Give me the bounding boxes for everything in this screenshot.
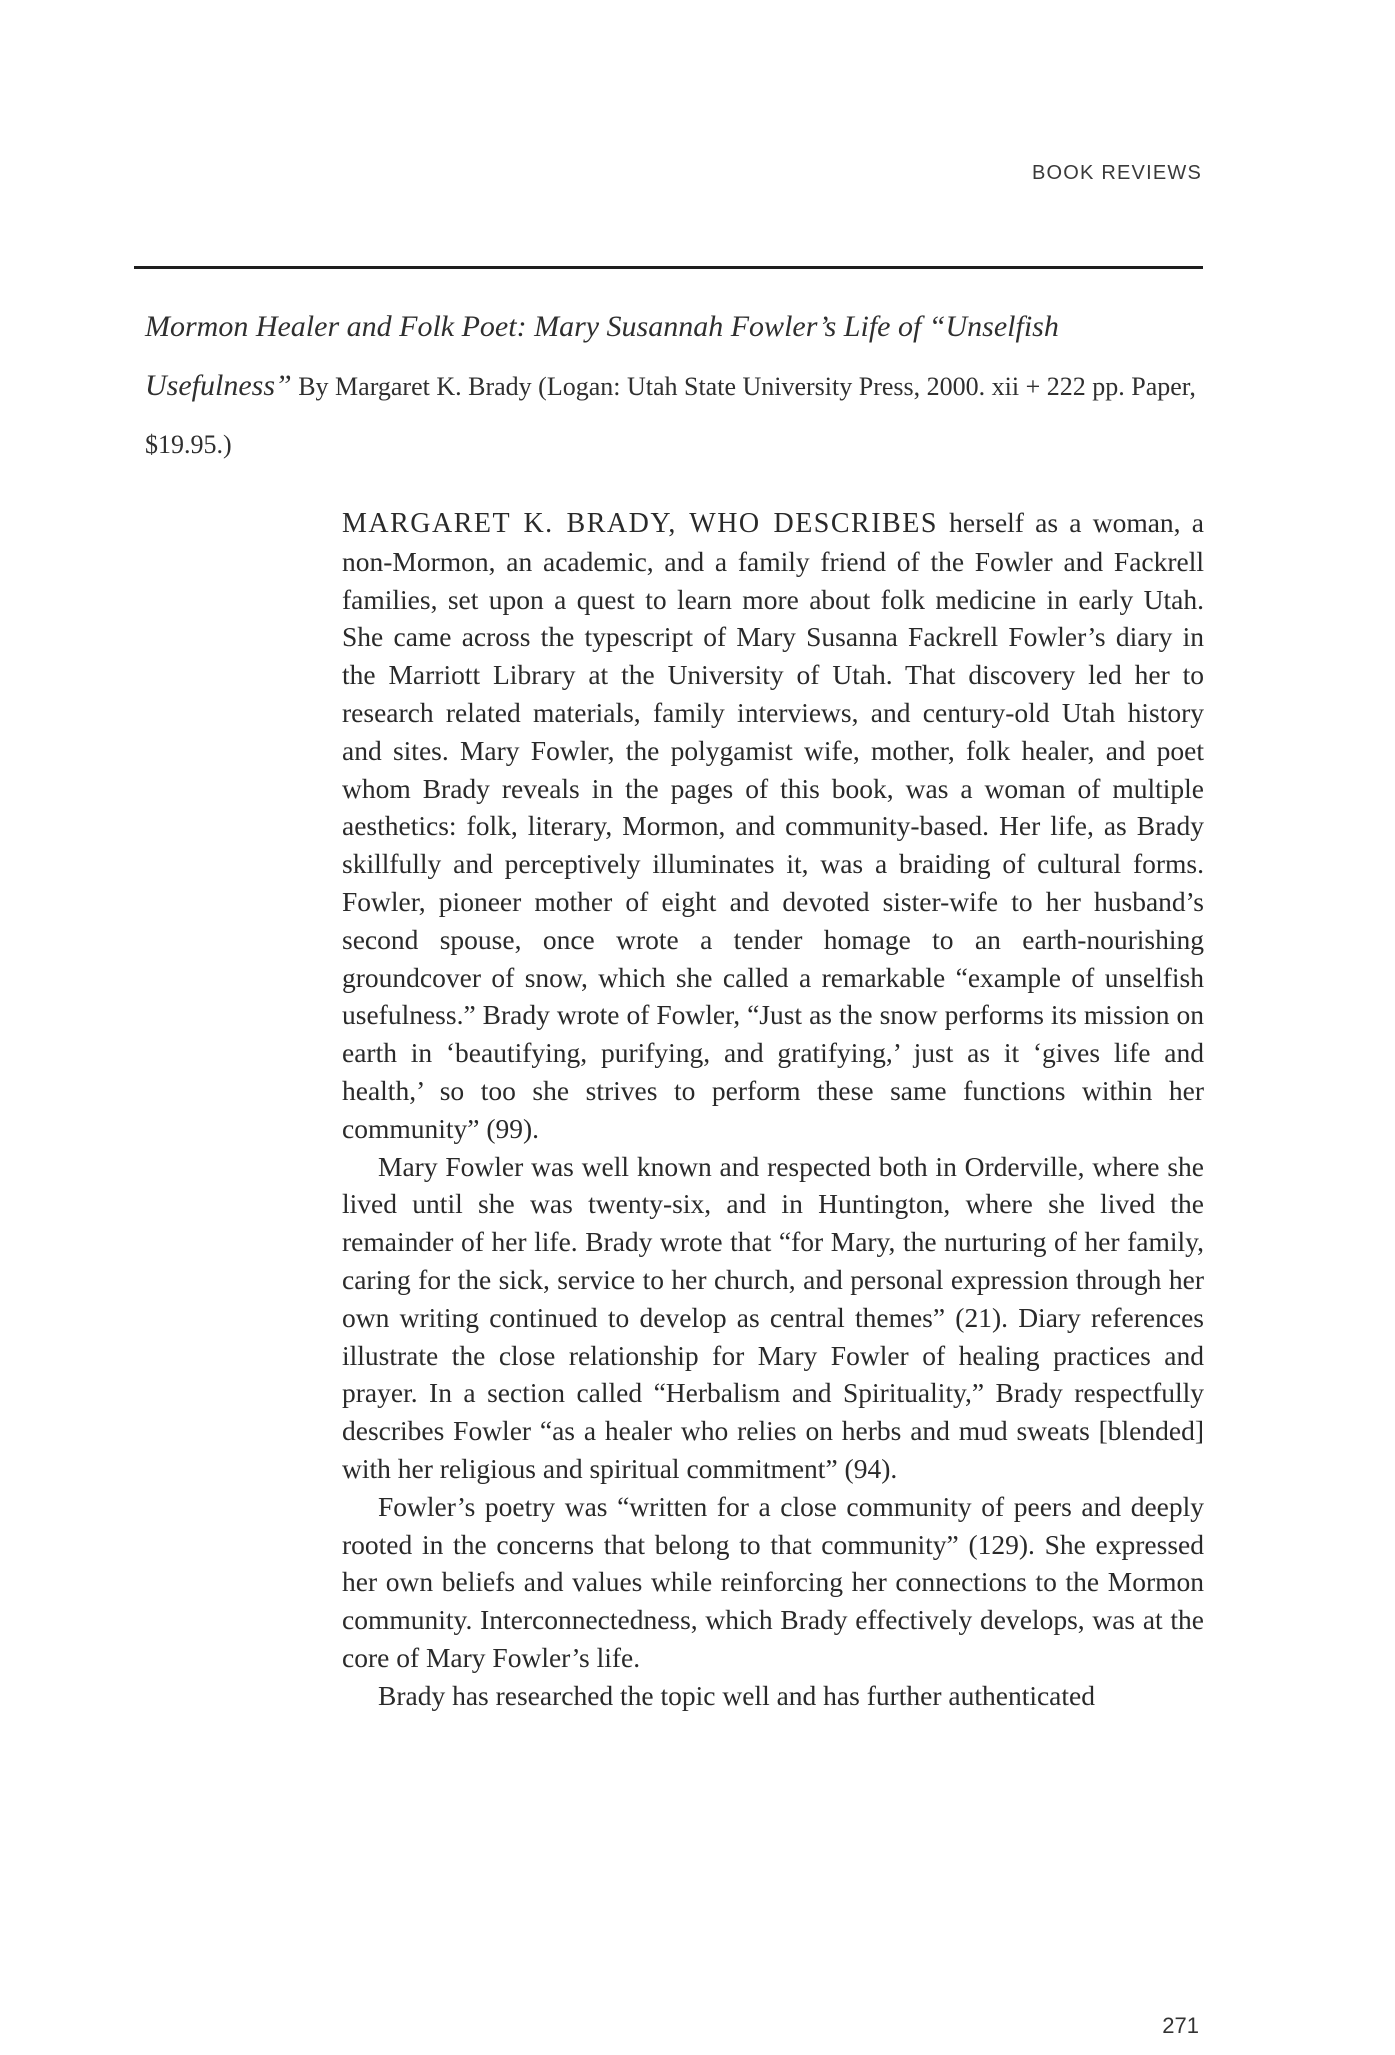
paragraph: Fowler’s poetry was “written for a close community of peers and deeply rooted in the concerns that belong to that community” (129). She expressed her own beliefs and values while reinforcing her connections to the Mormon community. Interconnectedness, which Brady effectively develops, was at the core of Mary Fowler’s life. — [342, 1490, 1204, 1673]
book-citation — [145, 298, 1205, 474]
book-details: By Margaret K. Brady (Logan: Utah State University Press, 2000. xii + 222 pp. Paper, $19.95.) — [145, 372, 1196, 459]
lead-in-caps: MARGARET K. BRADY, WHO DESCRIBES — [342, 508, 938, 539]
paragraph: Mary Fowler was well known and respected both in Orderville, where she lived until she was twenty-six, and in Huntington, where she lived the remainder of her life. Brady wrote that “for Mary, the nurturing of her family, caring for the sick, service to her church, and personal expression through her own writing continued to develop as central themes” (21). Diary references illustrate the close relationship for Mary Fowler of healing practices and prayer. In a section called “Herbalism and Spirituality,” Brady respectfully describes Fowler “as a healer who relies on herbs and mud sweats [blended] with her religious and spiritual commitment” (94). — [342, 1150, 1204, 1484]
book-title: Mormon Healer and Folk Poet: Mary Susannah Fowler’s Life of “Unselfish Usefulness” — [145, 310, 1059, 402]
header-rule — [134, 266, 1203, 269]
review-body — [342, 504, 1204, 1715]
paragraph — [342, 504, 1204, 1148]
page-number: 271 — [1162, 2013, 1199, 2038]
paragraph: Brady has researched the topic well and has further authenticated — [378, 1679, 1095, 1711]
running-head: BOOK REVIEWS — [1032, 162, 1202, 184]
paragraph-text: herself as a woman, a non-Mormon, an academic, and a family friend of the Fowler and Fackrell families, set upon a quest to learn more about folk medicine in early Utah. She came across the typescript of Mary Susanna Fackrell Fowler’s diary in the Marriott Library at the University of Utah. That discovery led her to research related materials, family interviews, and century-old Utah history and sites. Mary Fowler, the polygamist wife, mother, folk healer, and poet whom Brady reveals in the pages of this book, was a woman of multiple aesthetics: folk, literary, Mormon, and community-based. Her life, as Brady skillfully and perceptively illuminates it, was a braiding of cultural forms. Fowler, pioneer mother of eight and devoted sister-wife to her husband’s second spouse, once wrote a tender homage to an earth-nourishing groundcover of snow, which she called a remarkable “example of unselfish usefulness.” Brady wrote of Fowler, “Just as the snow performs its mission on earth in ‘beautifying, purifying, and gratifying,’ just as it ‘gives life and health,’ so too she strives to perform these same functions within her community” (99). — [342, 507, 1204, 1144]
